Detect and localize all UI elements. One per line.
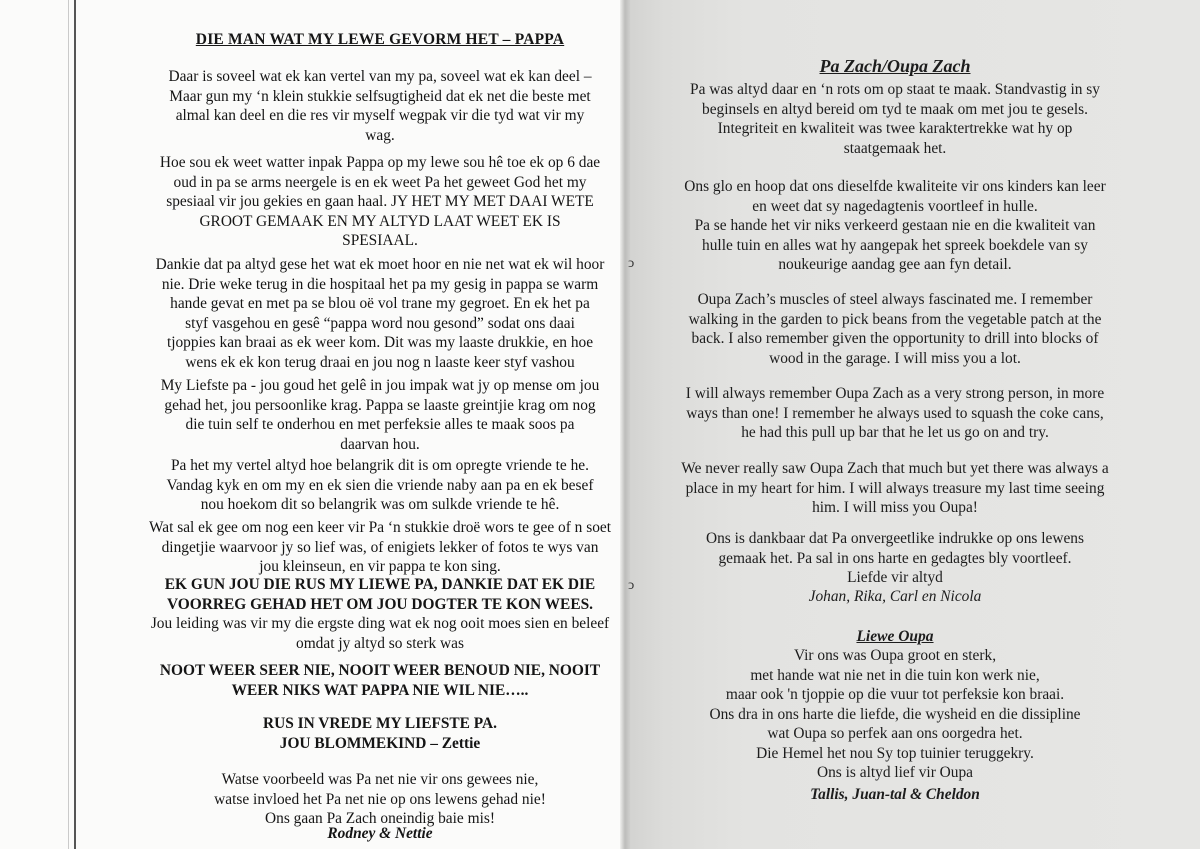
signature-tallis: Tallis, Juan-tal & Cheldon bbox=[810, 786, 980, 803]
signature-rodney-nettie: Rodney & Nettie bbox=[327, 825, 433, 842]
ribbon-mark-icon: ↄ bbox=[628, 256, 635, 271]
paragraph-gold: My Liefste pa - jou goud het gelê in jou impak wat jy op mense om jou gehad het, jou persoonlike krag. Pappa se laaste greintjie krag om nog die tuin self te onderhou en met perfeksie alles te maak soos pa daarvan hou. bbox=[160, 377, 600, 453]
paragraph-rock: Pa was altyd daar en ‘n rots om op staat te maak. Standvastig in sy beginsels en altyd bereid om tyd te maak om met jou te gesels. Integriteit en kwaliteit was twee karaktertrekke wat hy op staatgemaak het. bbox=[690, 81, 1100, 157]
paragraph-strong: I will always remember Oupa Zach as a very strong person, in more ways than one! I remember he always used to squash the coke cans, he had this pull up bar that he let us go on and try. bbox=[685, 385, 1105, 441]
page-edge-line bbox=[74, 0, 76, 849]
paragraph-rest-bold: EK GUN JOU DIE RUS MY LIEWE PA, DANKIE DAT EK DIE VOORREG GEHAD HET OM JOU DOGTER TE KON WEES. bbox=[164, 576, 596, 613]
page-edge-shadow bbox=[68, 0, 69, 849]
paragraph-muscles: Oupa Zach’s muscles of steel always fascinated me. I remember walking in the garden to pick beans from the vegetable patch at the back. I also remember given the opportunity to drill into blocks of wood in the garage. I will miss you a lot. bbox=[688, 291, 1102, 367]
paragraph-wors: Wat sal ek gee om nog een keer vir Pa ‘n stukkie droë wors te gee of n soet dingetjie waarvoor jy so lief was, of enigiets lekker of fotos te wys van jou kleinseun, en vir pappa te kon sing. bbox=[148, 519, 612, 575]
paragraph-hospital: Dankie dat pa altyd gese het wat ek moet hoor en nie net wat ek wil hoor nie. Drie weke terug in die hospitaal het pa my gesig in pappa se warm hande gevat en met pa se blou oë vol trane my gegroet. En ek het pa styf vasgehou en gesê “pappa word nou gesond” sodat ons daai tjoppies kan braai as ek weer kom. Dit was my laaste drukkie, en hoe wens ek ek kon terug draai en jou nog n laaste keer styf vashou bbox=[155, 256, 605, 371]
right-page-title: Pa Zach/Oupa Zach bbox=[819, 56, 971, 76]
paragraph-intro: Daar is soveel wat ek kan vertel van my pa, soveel wat ek kan deel – Maar gun my ‘n klein stukkie selfsugtigheid dat ek net die beste met almal kan deel en die res vir myself wegpak vir die tyd wat vir my wag. bbox=[168, 68, 592, 144]
paragraph-rest-in-peace: RUS IN VREDE MY LIEFSTE PA. JOU BLOMMEKIND – Zettie bbox=[262, 715, 498, 752]
paragraph-special: Hoe sou ek weet watter inpak Pappa op my lewe sou hê toe ek op 6 dae oud in pa se arms neergele is en ek weet Pa het geweet God het my spesiaal vir jou gekies en gaan haal. JY HET MY MET DAAI WETE GROOT GEMAAK EN MY ALTYD LAAT WEET EK IS SPESIAAL. bbox=[159, 154, 601, 249]
paragraph-example: Watse voorbeeld was Pa net nie vir ons gewees nie, watse invloed het Pa net nie op ons lewens gehad nie! Ons gaan Pa Zach oneindig baie mis! bbox=[214, 771, 546, 827]
page-title: DIE MAN WAT MY LEWE GEVORM HET – PAPPA bbox=[195, 31, 565, 48]
paragraph-never-again: NOOT WEER SEER NIE, NOOIT WEER BENOUD NIE, NOOIT WEER NIKS WAT PAPPA NIE WIL NIE….. bbox=[159, 662, 601, 699]
ribbon-mark-icon: ↄ bbox=[628, 578, 635, 593]
poem-title: Liewe Oupa bbox=[856, 628, 934, 645]
paragraph-guidance: Jou leiding was vir my die ergste ding wat ek nog ooit moes sien en beleef omdat jy altyd so sterk was bbox=[150, 615, 610, 652]
poem-body: Vir ons was Oupa groot en sterk, met hande wat nie net in die tuin kon werk nie, maar ook 'n tjoppie op die vuur tot perfeksie kon braai. Ons dra in ons harte die liefde, die wysheid en die dissipline wat Oupa so perfek aan ons oorgedra het. Die Hemel het nou Sy top tuinier teruggekry. Ons is altyd lief vir Oupa bbox=[709, 647, 1081, 781]
paragraph-friends: Pa het my vertel altyd hoe belangrik dit is om opregte vriende te he. Vandag kyk en om my en ek sien die vriende naby aan pa en ek besef nou hoekom dit so belangrik was om sulkde vriende te hê. bbox=[166, 457, 594, 513]
paragraph-heart: We never really saw Oupa Zach that much but yet there was always a place in my heart for him. I will always treasure my last time seeing him. I will miss you Oupa! bbox=[681, 460, 1109, 516]
signature-johan-rika: Johan, Rika, Carl en Nicola bbox=[808, 588, 982, 605]
paragraph-grateful: Ons is dankbaar dat Pa onvergeetlike indrukke op ons lewens gemaak het. Pa sal in ons harte en gedagtes bly voortleef. Liefde vir altyd bbox=[706, 530, 1084, 586]
paragraph-quality: Ons glo en hoop dat ons dieselfde kwaliteite vir ons kinders kan leer en weet dat sy nagedagtenis voortleef in hulle. Pa se hande het vir niks verkeerd gestaan nie en die kwaliteit van hulle tuin en alles wat hy aangepak het spreek boekdele van sy noukeurige aandag gee aan fyn detail. bbox=[684, 178, 1106, 273]
